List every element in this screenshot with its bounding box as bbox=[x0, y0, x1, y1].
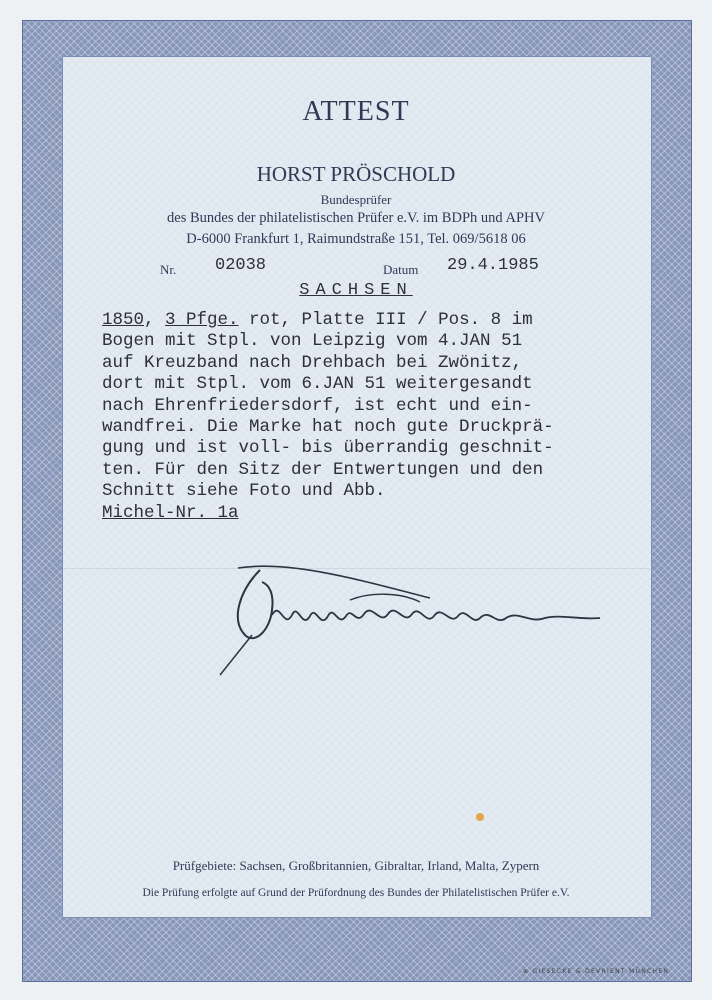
body-line-5: nach Ehrenfriedersdorf, ist echt und ein- bbox=[102, 395, 533, 416]
address-line: D-6000 Frankfurt 1, Raimundstraße 151, Tel. 069/5618 06 bbox=[186, 231, 526, 247]
printer-imprint-text: GIESECKE & DEVRIENT MÜNCHEN bbox=[532, 968, 670, 975]
certificate-number: 02038 bbox=[215, 256, 267, 275]
body-line-2: Bogen mit Stpl. von Leipzig vom 4.JAN 51 bbox=[102, 331, 523, 352]
certificate-date: 29.4.1985 bbox=[447, 256, 539, 275]
body-line-4: dort mit Stpl. vom 6.JAN 51 weitergesandt bbox=[102, 374, 533, 395]
certificate-title: ATTEST bbox=[302, 96, 410, 127]
body-line-8: ten. Für den Sitz der Entwertungen und den bbox=[102, 459, 544, 480]
examination-rules: Die Prüfung erfolgte auf Grund der Prüfordnung des Bundes der Philatelistischen Prüfer e.V. bbox=[142, 887, 570, 899]
examiner-role: Bundesprüfer bbox=[320, 192, 392, 207]
association-line: des Bundes der philatelistischen Prüfer e.V. im BDPh und APHV bbox=[167, 210, 545, 226]
orange-mark bbox=[476, 813, 484, 821]
country-name: SACHSEN bbox=[299, 281, 413, 300]
catalog-number: Michel-Nr. 1a bbox=[102, 502, 239, 523]
body-line-1: rot, Platte III / Pos. 8 im bbox=[238, 310, 533, 330]
body-line-7: gung und ist voll- bis überrandig geschnit- bbox=[102, 438, 554, 459]
examination-areas: Prüfgebiete: Sachsen, Großbritannien, Gibraltar, Irland, Malta, Zypern bbox=[172, 858, 540, 873]
country-heading bbox=[62, 281, 650, 300]
examiner-signature bbox=[200, 540, 620, 680]
stamp-year: 1850 bbox=[102, 310, 145, 330]
printer-imprint: ⊕ GIESECKE & DEVRIENT MÜNCHEN bbox=[523, 968, 670, 975]
date-label: Datum bbox=[383, 262, 419, 277]
attest-body: 1850, 3 Pfge. rot, Platte III / Pos. 8 im Bogen mit Stpl. von Leipzig vom 4.JAN 51 auf Kreuzband nach Drehbach bei Zwönitz, dort mit Stpl. vom 6.JAN 51 weitergesandt nach Ehrenfriedersdorf, ist echt und ein- wandfrei. Die Marke hat noch gute Druckprä- gung und ist voll- bis überrandig geschnit- ten. Für den Sitz der Entwertungen und den Schnitt siehe Foto und Abb. Michel-Nr. 1a bbox=[102, 310, 554, 523]
body-line-3: auf Kreuzband nach Drehbach bei Zwönitz, bbox=[102, 352, 523, 373]
number-label: Nr. bbox=[160, 262, 177, 277]
examiner-name: HORST PRÖSCHOLD bbox=[256, 162, 456, 186]
body-line-9: Schnitt siehe Foto und Abb. bbox=[102, 481, 386, 502]
body-line-6: wandfrei. Die Marke hat noch gute Druckprä- bbox=[102, 417, 554, 438]
stamp-denomination: 3 Pfge. bbox=[165, 310, 239, 330]
